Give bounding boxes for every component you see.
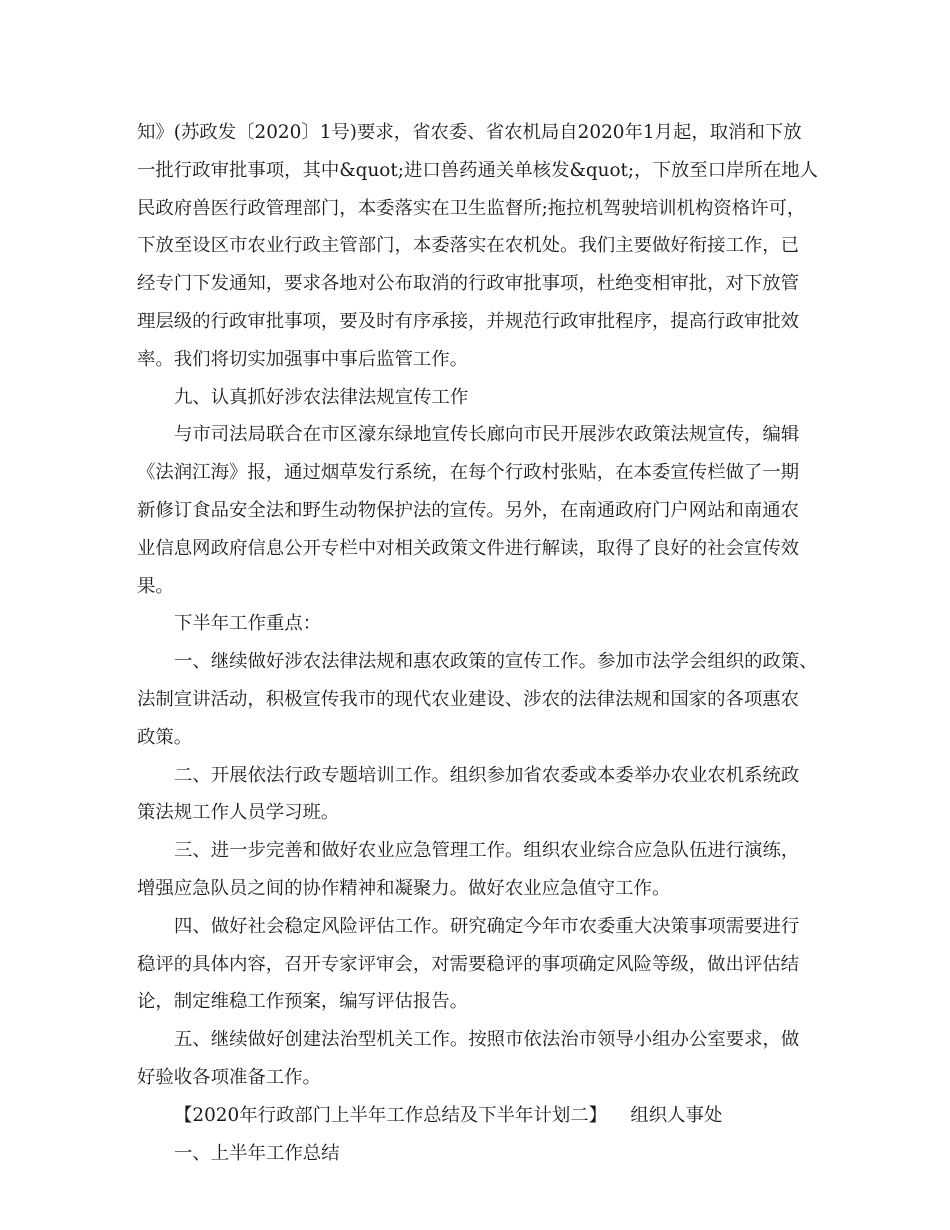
document-title-line: 【2020年行政部门上半年工作总结及下半年计划二】 组织人事处: [174, 1104, 723, 1126]
text-line: 一批行政审批事项，其中&quot;进口兽药通关单核发&quot;，下放至口岸所在地人: [137, 159, 819, 181]
text-line: 新修订食品安全法和野生动物保护法的宣传。另外，在南通政府门户网站和南通农: [137, 499, 800, 521]
text-line: 果。: [137, 575, 174, 597]
text-line: 与市司法局联合在市区濠东绿地宣传长廊向市民开展涉农政策法规宣传，编辑: [174, 424, 800, 446]
section-heading: 一、上半年工作总结: [174, 1142, 340, 1164]
text-line: 策法规工作人员学习班。: [137, 802, 340, 824]
text-line: 二、开展依法行政专题培训工作。组织参加省农委或本委举办农业农机系统政: [174, 764, 800, 786]
text-line: 民政府兽医行政管理部门，本委落实在卫生监督所;拖拉机驾驶培训机构资格许可，: [137, 197, 806, 219]
text-line: 增强应急队员之间的协作精神和凝聚力。做好农业应急值守工作。: [137, 877, 671, 899]
text-line: 法制宣讲活动，积极宣传我市的现代农业建设、涉农的法律法规和国家的各项惠农: [137, 688, 800, 710]
section-heading: 九、认真抓好涉农法律法规宣传工作: [174, 386, 469, 408]
text-line: 下放至设区市农业行政主管部门，本委落实在农机处。我们主要做好衔接工作，已: [137, 235, 800, 257]
text-line: 四、做好社会稳定风险评估工作。研究确定今年市农委重大决策事项需要进行: [174, 915, 800, 937]
text-line: 经专门下发通知，要求各地对公布取消的行政审批事项，杜绝变相审批，对下放管: [137, 273, 800, 295]
section-heading: 下半年工作重点：: [174, 613, 322, 635]
text-line: 政策。: [137, 726, 193, 748]
text-line: 稳评的具体内容，召开专家评审会，对需要稳评的事项确定风险等级，做出评估结: [137, 953, 800, 975]
text-line: 好验收各项准备工作。: [137, 1066, 321, 1088]
text-line: 理层级的行政审批事项，要及时有序承接，并规范行政审批程序，提高行政审批效: [137, 310, 800, 332]
document-body: [137, 114, 827, 1172]
text-line: 《法润江海》报，通过烟草发行系统，在每个行政村张贴，在本委宣传栏做了一期: [137, 462, 800, 484]
text-line: 业信息网政府信息公开专栏中对相关政策文件进行解读，取得了良好的社会宣传效: [137, 537, 800, 559]
text-line: 三、进一步完善和做好农业应急管理工作。组织农业综合应急队伍进行演练，: [174, 840, 800, 862]
text-line: 五、继续做好创建法治型机关工作。按照市依法治市领导小组办公室要求，做: [174, 1029, 800, 1051]
text-line: 一、继续做好涉农法律法规和惠农政策的宣传工作。参加市法学会组织的政策、: [174, 651, 818, 673]
text-line: 论，制定维稳工作预案，编写评估报告。: [137, 991, 469, 1013]
text-line: 率。我们将切实加强事中事后监管工作。: [137, 348, 469, 370]
text-line: 知》(苏政发〔2020〕1号)要求，省农委、省农机局自2020年1月起，取消和下放: [137, 122, 802, 143]
